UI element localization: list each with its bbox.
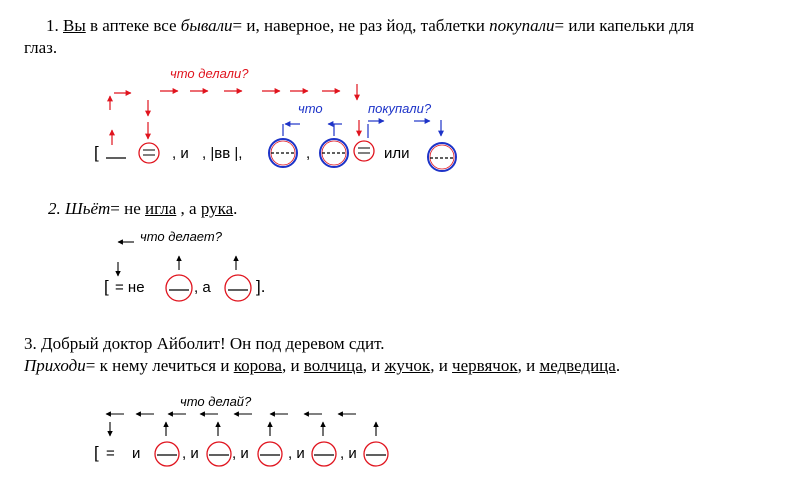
ex2-question: что делает?: [140, 229, 222, 244]
ex1-text-2: = и, наверное, не раз йод, таблетки: [232, 16, 490, 35]
ex1-predicate-circle-2: [354, 120, 430, 161]
ex1-predicate-circle-1: [139, 122, 159, 163]
ex1-scheme-sep-3: ,: [306, 145, 311, 162]
ex1-question-what-did: что делали?: [170, 66, 249, 81]
ex3-predicate-circle-4: [312, 442, 336, 466]
ex3-question: что делай?: [180, 394, 252, 409]
ex2-text-1: = не: [110, 199, 146, 218]
ex2-text-2: , а: [176, 199, 201, 218]
ex1-number: 1.: [46, 16, 59, 35]
ex1-subject-mark: [106, 130, 126, 158]
ex3-line1: 3. Добрый доктор Айболит! Он под деревом сдит.: [24, 334, 385, 353]
ex2-scheme-a: , а: [194, 279, 211, 296]
ex1-object-circle-2: [320, 124, 348, 167]
ex3-arrow-row: [106, 414, 376, 436]
ex3-scheme-i-2: , и: [182, 445, 199, 462]
ex3-predicate-circle-3: [258, 442, 282, 466]
ex1-word-vy: Вы: [63, 16, 86, 35]
ex1-question-bought: покупали?: [368, 101, 432, 116]
ex1-word-byvali: бывали: [180, 16, 233, 35]
ex2-predicate-circle-1: [166, 275, 192, 301]
ex3-word-chervyachok: червячок: [452, 356, 518, 375]
ex3-predicate-circle-1: [155, 442, 179, 466]
ex1-scheme-sep-1: , и: [172, 145, 189, 162]
ex2-scheme-eq-ne: = не: [115, 279, 145, 296]
ex1-scheme-sep-2: , |вв |,: [202, 145, 243, 162]
ex2-predicate-circle-2: [225, 275, 251, 301]
ex3-word-zhuchok: жучок: [384, 356, 431, 375]
ex1-scheme-ili: или: [384, 145, 410, 162]
ex1-text-1: в аптеке все: [85, 16, 181, 35]
ex3-word-volchitsa: волчица: [303, 356, 363, 375]
ex3-scheme-i-4: , и: [288, 445, 305, 462]
ex1-object-circle-3: [428, 120, 456, 171]
ex2-word-shyot: Шьёт: [65, 199, 111, 218]
ex1-question-what: что: [298, 101, 323, 116]
ex3-scheme-i-5: , и: [340, 445, 357, 462]
ex3-scheme-i-3: , и: [232, 445, 249, 462]
ex2-number: 2.: [48, 199, 61, 218]
ex2-text-3: .: [233, 199, 238, 218]
ex1-line2: глаз.: [24, 38, 58, 57]
ex2-arrows: [118, 242, 236, 276]
ex3-scheme-open-bracket: [: [94, 443, 99, 462]
ex1-object-circle-1: [269, 124, 300, 167]
ex1-scheme-open-bracket: [: [94, 143, 99, 162]
ex3-word-prihodi: Приходи: [24, 356, 86, 375]
ex2-scheme-open-bracket: [: [104, 277, 109, 296]
ex2-scheme-close: ].: [256, 277, 266, 296]
ex3-scheme-i-1: и: [132, 445, 141, 462]
ex3-word-medveditsa: медведица: [539, 356, 616, 375]
ex3-word-korova: корова: [233, 356, 282, 375]
ex3-predicate-circle-2: [207, 442, 231, 466]
ex3-text-3: , и: [362, 356, 385, 375]
ex3-text-1: = к нему лечиться и: [85, 356, 234, 375]
ex3-predicate-circle-5: [364, 442, 388, 466]
ex2-word-ruka: рука: [200, 199, 234, 218]
ex1-red-arrow-row: [110, 84, 357, 116]
ex1-text-3: = или капельки для: [554, 16, 695, 35]
ex3-scheme-eq: =: [106, 445, 115, 462]
ex3-text-4: , и: [430, 356, 453, 375]
ex3-text-6: .: [615, 356, 621, 375]
ex3-text-5: , и: [517, 356, 540, 375]
ex1-word-pokupali: покупали: [489, 16, 555, 35]
ex2-word-igla: игла: [145, 199, 177, 218]
ex3-text-2: , и: [281, 356, 304, 375]
